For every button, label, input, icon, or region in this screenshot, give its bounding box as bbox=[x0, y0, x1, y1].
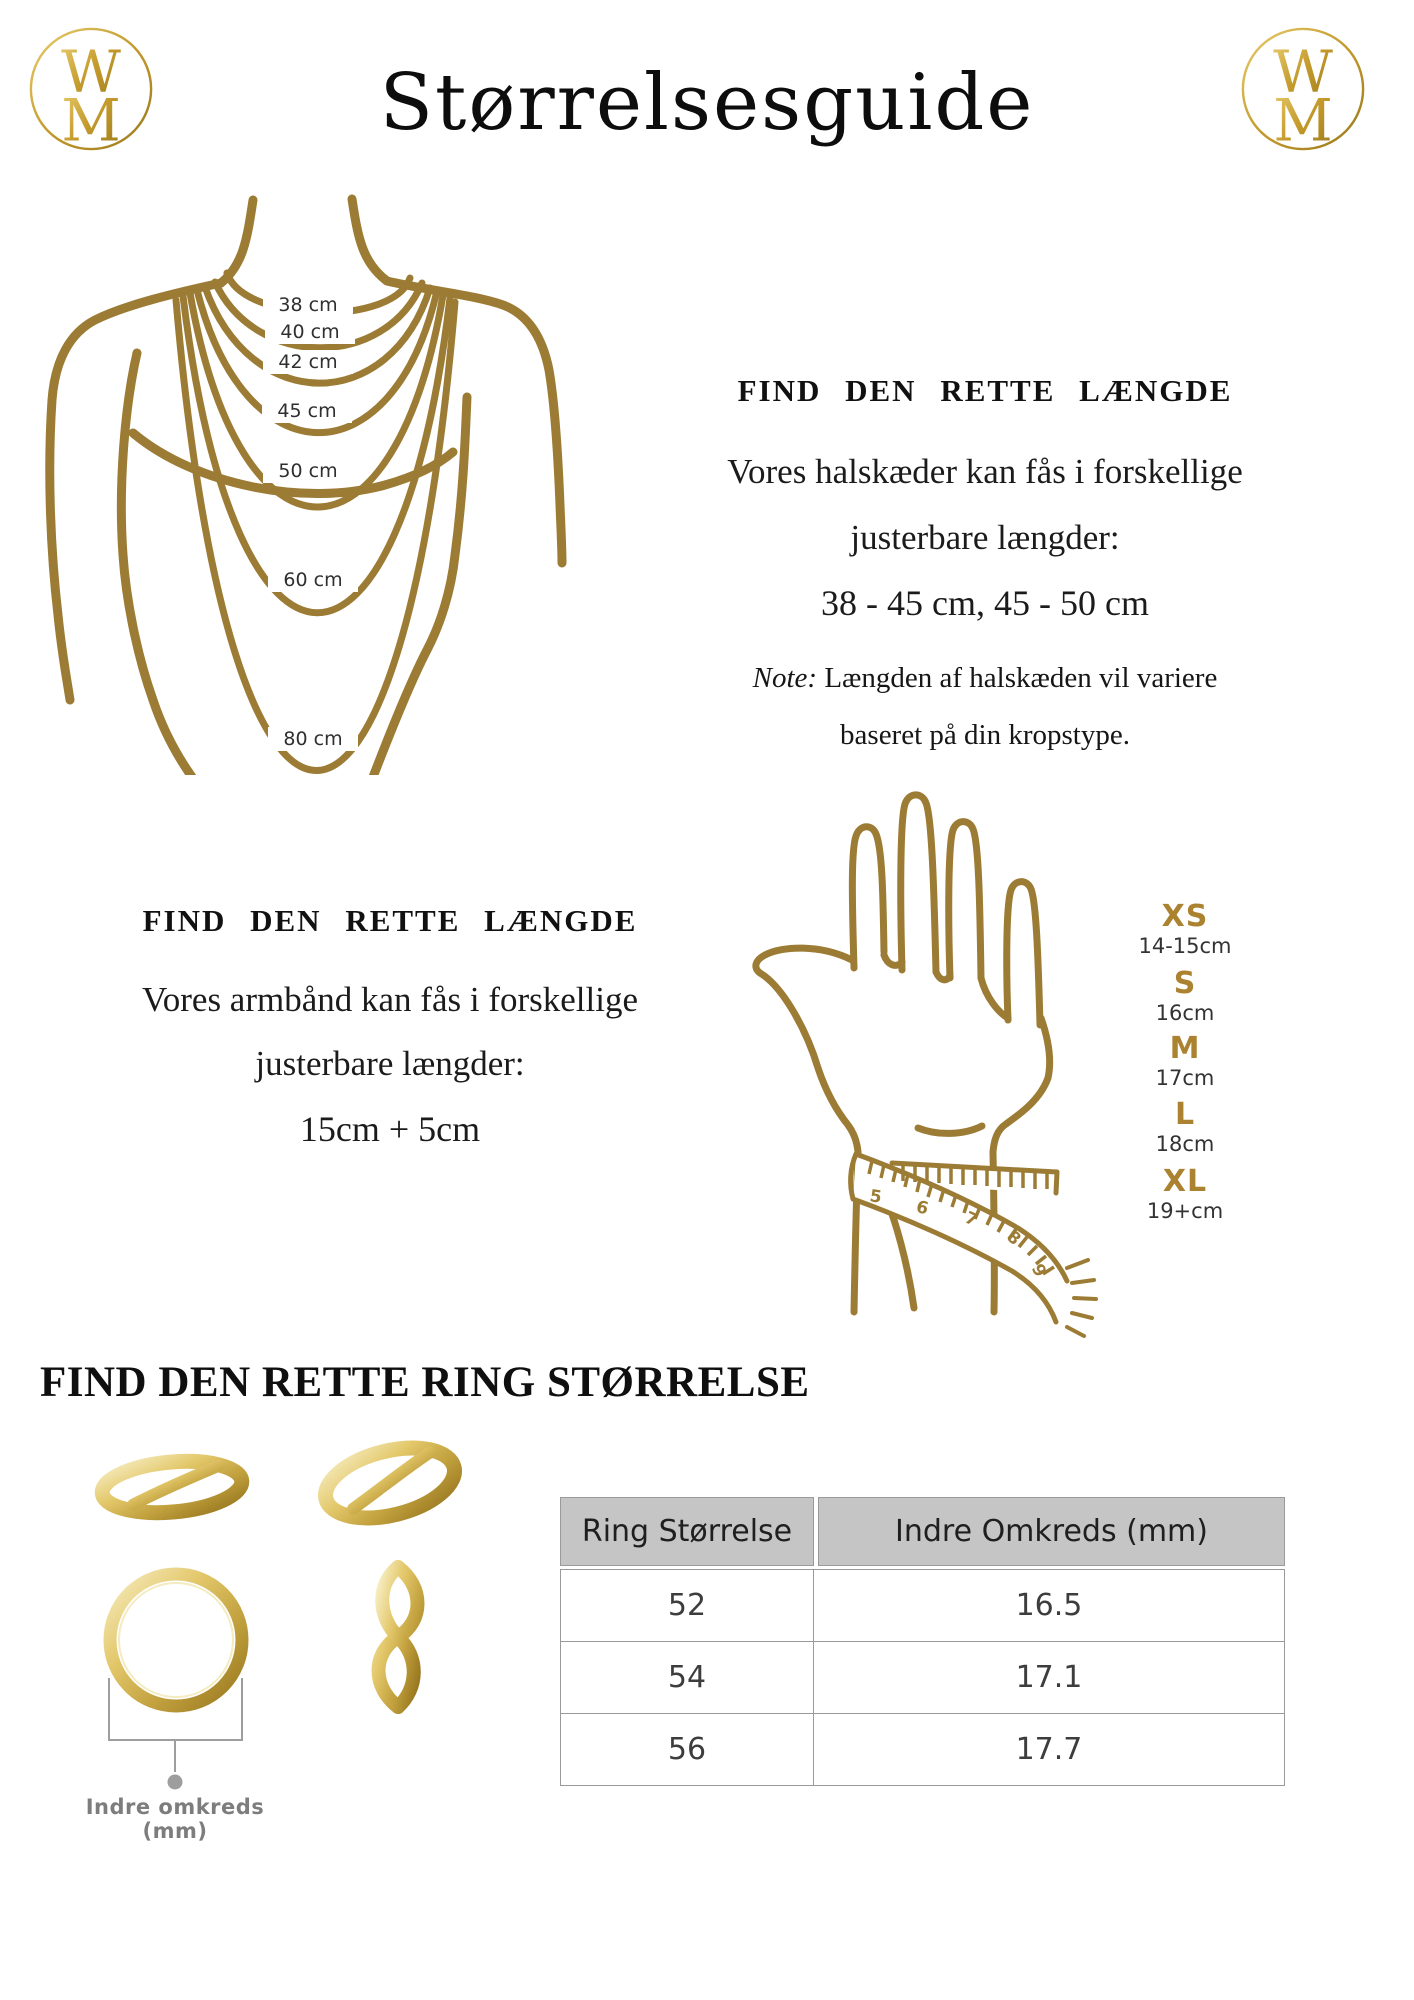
bracelet-section-line1: Vores armbånd kan fås i forskellige bbox=[141, 980, 638, 1019]
ring-top-view-2 bbox=[318, 1436, 462, 1530]
note-label: Note: bbox=[752, 662, 818, 694]
logo-monogram-w: W bbox=[1273, 37, 1333, 106]
necklace-chains bbox=[176, 273, 455, 771]
logo-monogram-m: M bbox=[61, 86, 121, 152]
chain-label-45cm: 45 cm bbox=[262, 399, 352, 423]
ring-circumference-value: 17.7 bbox=[1015, 1732, 1083, 1767]
ring-size-value: 52 bbox=[561, 1570, 814, 1641]
size-range: 19+cm bbox=[1146, 1199, 1224, 1223]
ring-size-value: 54 bbox=[561, 1642, 814, 1713]
ring-views-diagram bbox=[60, 1420, 480, 1820]
necklace-section-line1: Vores halskæder kan fås i forskellige bbox=[727, 452, 1243, 491]
table-row bbox=[561, 1642, 1284, 1714]
chain-label-60cm: 60 cm bbox=[268, 568, 358, 592]
size-range: 18cm bbox=[1155, 1132, 1215, 1156]
size-letter: L bbox=[1174, 1097, 1196, 1132]
bracelet-section-heading: FIND DEN RETTE LÆNGDE bbox=[142, 903, 638, 938]
size-range: 17cm bbox=[1155, 1066, 1215, 1090]
bracelet-size-m bbox=[1105, 1033, 1265, 1091]
necklace-section-note2: baseret på din kropstype. bbox=[840, 719, 1130, 751]
note-text: Længden af halskæden vil variere bbox=[817, 662, 1218, 694]
neck-right bbox=[352, 199, 387, 281]
logo-monogram-m: M bbox=[1273, 86, 1333, 152]
ring-table-body bbox=[560, 1569, 1285, 1786]
torso-outline bbox=[50, 199, 562, 775]
logo-monogram-w: W bbox=[61, 37, 121, 106]
table-row bbox=[561, 1714, 1284, 1785]
size-range: 14-15cm bbox=[1138, 934, 1232, 958]
necklace-section-line2: justerbare længder: bbox=[850, 518, 1120, 557]
ring-section-heading: FIND DEN RETTE RING STØRRELSE bbox=[40, 1359, 810, 1406]
pinky-finger bbox=[1007, 882, 1040, 1025]
tape-number-6: 6 bbox=[914, 1197, 931, 1220]
chain-label-80cm: 80 cm bbox=[268, 727, 358, 751]
ring-inner-highlight bbox=[119, 1583, 233, 1697]
thumb-and-left-wrist bbox=[756, 948, 858, 1312]
page-title: Størrelsesguide bbox=[379, 58, 1035, 148]
size-letter: M bbox=[1169, 1031, 1201, 1066]
ring-side-view bbox=[379, 1567, 418, 1707]
necklace-section-heading: FIND DEN RETTE LÆNGDE bbox=[737, 373, 1233, 408]
brand-logo-right bbox=[1240, 26, 1366, 152]
tape-number-5: 5 bbox=[868, 1186, 883, 1208]
bracelet-size-xl bbox=[1105, 1166, 1265, 1224]
palm-bottom-line bbox=[918, 1126, 982, 1133]
ring-table-header-size: Ring Størrelse bbox=[560, 1497, 814, 1566]
ring-circumference-value: 17.1 bbox=[1015, 1660, 1083, 1695]
bracelet-section-line3: 15cm + 5cm bbox=[299, 1109, 481, 1149]
bracelet-section-line2: justerbare længder: bbox=[255, 1044, 525, 1083]
measuring-tape bbox=[851, 1154, 1096, 1336]
ring-table-header bbox=[560, 1497, 1285, 1566]
table-row bbox=[561, 1570, 1284, 1642]
ring-table-header-circumference: Indre Omkreds (mm) bbox=[818, 1497, 1285, 1566]
chain-label-40cm: 40 cm bbox=[265, 320, 355, 344]
tape-number-9: 9 bbox=[1026, 1260, 1051, 1281]
ring-top-view-1 bbox=[100, 1456, 244, 1518]
bracelet-size-s bbox=[1105, 968, 1265, 1026]
torso-inner-left bbox=[121, 353, 210, 775]
bracket-dot bbox=[168, 1775, 183, 1790]
ring-finger bbox=[949, 822, 981, 978]
size-range: 16cm bbox=[1155, 1001, 1215, 1025]
brand-logo-left bbox=[28, 26, 154, 152]
hand-measuring-diagram bbox=[620, 620, 1100, 1350]
chain-label-42cm: 42 cm bbox=[263, 350, 353, 374]
ring-circumference-value: 16.5 bbox=[1015, 1588, 1083, 1623]
tape-strip-right-edge bbox=[1056, 1172, 1057, 1193]
tape-number-8: 8 bbox=[1002, 1226, 1025, 1250]
tape-number-7: 7 bbox=[961, 1207, 981, 1231]
bracelet-size-xs bbox=[1105, 901, 1265, 959]
chain-label-38cm: 38 cm bbox=[263, 293, 353, 317]
tape-frayed-end-ticks bbox=[1067, 1260, 1096, 1336]
size-letter: XL bbox=[1162, 1164, 1208, 1199]
middle-finger bbox=[901, 795, 936, 972]
index-finger bbox=[852, 827, 884, 968]
ring-size-table bbox=[560, 1497, 1285, 1786]
ring-diagram-label: Indre omkreds (mm) bbox=[85, 1795, 265, 1843]
size-letter: XS bbox=[1161, 899, 1209, 934]
chain-label-50cm: 50 cm bbox=[263, 459, 353, 483]
bracelet-size-l bbox=[1105, 1099, 1265, 1157]
ring-front-view bbox=[110, 1574, 242, 1706]
necklace-section-line3: 38 - 45 cm, 45 - 50 cm bbox=[821, 583, 1149, 623]
size-letter: S bbox=[1173, 966, 1197, 1001]
ring-size-value: 56 bbox=[561, 1714, 814, 1785]
